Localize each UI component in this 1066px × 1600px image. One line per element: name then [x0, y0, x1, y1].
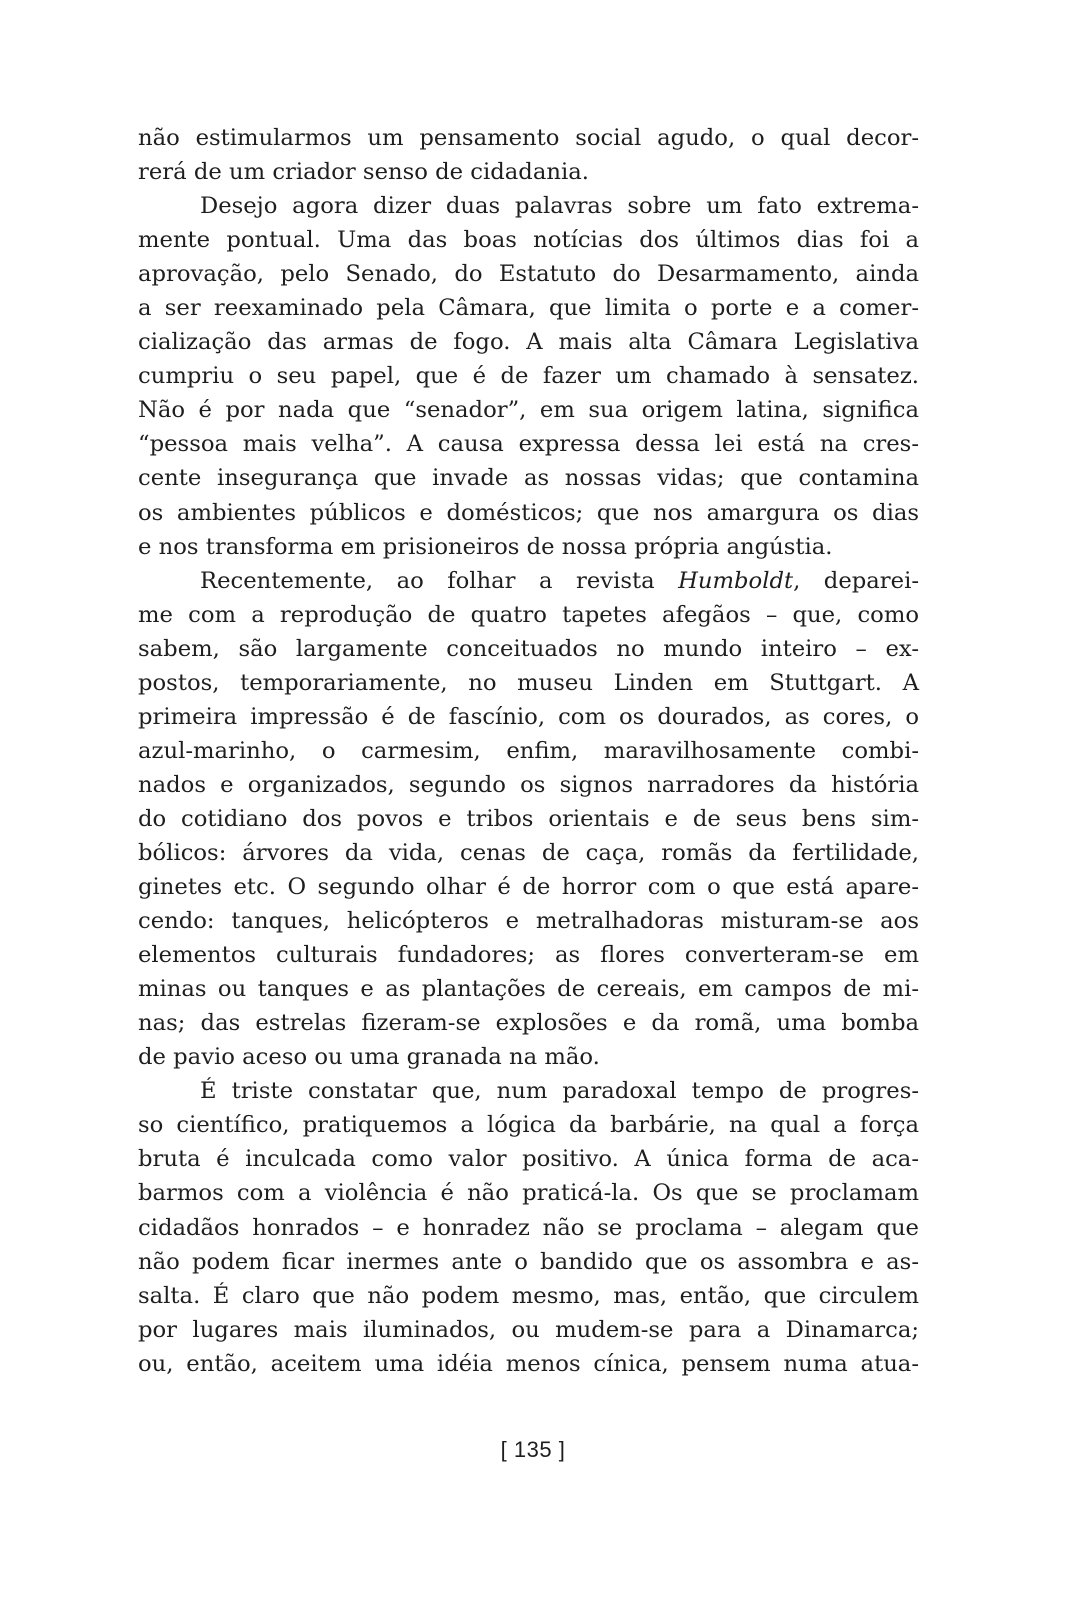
text-line: nas; das estrelas fizeram-se explosões e da romã, uma bomba [138, 1010, 919, 1037]
text-line: e nos transforma em prisioneiros de nossa própria angústia. [138, 533, 833, 560]
text-line: elementos culturais fundadores; as flores converteram-se em [138, 942, 919, 969]
text-line: bólicos: árvores da vida, cenas de caça, romãs da fertilidade, [138, 839, 919, 866]
paragraph-first-line: Desejo agora dizer duas palavras sobre um fato extrema- [200, 193, 919, 220]
text-line: sabem, são largamente conceituados no mundo inteiro – ex- [138, 635, 919, 662]
text-line: aprovação, pelo Senado, do Estatuto do Desarmamento, ainda [138, 261, 919, 288]
text-line: “pessoa mais velha”. A causa expressa dessa lei está na cres- [138, 431, 919, 458]
paragraph-first-line: É triste constatar que, num paradoxal tempo de progres- [200, 1078, 919, 1105]
text-line: Não é por nada que “senador”, em sua origem latina, significa [138, 397, 919, 424]
text-line: de pavio aceso ou uma granada na mão. [138, 1044, 600, 1071]
text-line: do cotidiano dos povos e tribos orientais e de seus bens sim- [138, 805, 919, 832]
text-line: cialização das armas de fogo. A mais alta Câmara Legislativa [138, 329, 919, 356]
text-segment: Recentemente, ao folhar a revista [200, 567, 679, 594]
text-line: cendo: tanques, helicópteros e metralhadoras misturam-se aos [138, 908, 919, 935]
text-segment: , deparei- [793, 567, 919, 594]
text-line: ou, então, aceitem uma idéia menos cínica, pensem numa atua- [138, 1350, 919, 1377]
text-line: primeira impressão é de fascínio, com os dourados, as cores, o [138, 703, 919, 730]
text-line: os ambientes públicos e domésticos; que nos amargura os dias [138, 499, 919, 526]
text-line: cidadãos honrados – e honradez não se proclama – alegam que [138, 1214, 919, 1241]
text-line: me com a reprodução de quatro tapetes afegãos – que, como [138, 601, 919, 628]
text-line: postos, temporariamente, no museu Linden em Stuttgart. A [138, 669, 919, 696]
paragraph-first-line [138, 564, 919, 598]
text-line: bruta é inculcada como valor positivo. A única forma de aca- [138, 1146, 919, 1173]
text-line: cumpriu o seu papel, que é de fazer um chamado à sensatez. [138, 363, 919, 390]
text-line: rerá de um criador senso de cidadania. [138, 159, 589, 186]
text-line: a ser reexaminado pela Câmara, que limita o porte e a comer- [138, 295, 919, 322]
text-line: não podem ficar inermes ante o bandido que os assombra e as- [138, 1248, 919, 1275]
text-line: ginetes etc. O segundo olhar é de horror com o que está apare- [138, 874, 919, 901]
text-line: so científico, pratiquemos a lógica da barbárie, na qual a força [138, 1112, 919, 1139]
text-line: mente pontual. Uma das boas notícias dos últimos dias foi a [138, 227, 919, 254]
text-line: nados e organizados, segundo os signos narradores da história [138, 771, 919, 798]
body-text [138, 121, 919, 1381]
text-line: salta. É claro que não podem mesmo, mas, então, que circulem [138, 1282, 919, 1309]
text-line: barmos com a violência é não praticá-la. Os que se proclamam [138, 1180, 919, 1207]
text-line: não estimularmos um pensamento social agudo, o qual decor- [138, 125, 919, 151]
text-line: azul-marinho, o carmesim, enfim, maravilhosamente combi- [138, 737, 919, 764]
text-line: minas ou tanques e as plantações de cereais, em campos de mi- [138, 976, 919, 1003]
page-number: [ 135 ] [500, 1437, 566, 1462]
text-line: cente insegurança que invade as nossas vidas; que contamina [138, 465, 919, 492]
magazine-title: Humboldt [678, 567, 794, 594]
text-line: por lugares mais iluminados, ou mudem-se para a Dinamarca; [138, 1316, 919, 1343]
